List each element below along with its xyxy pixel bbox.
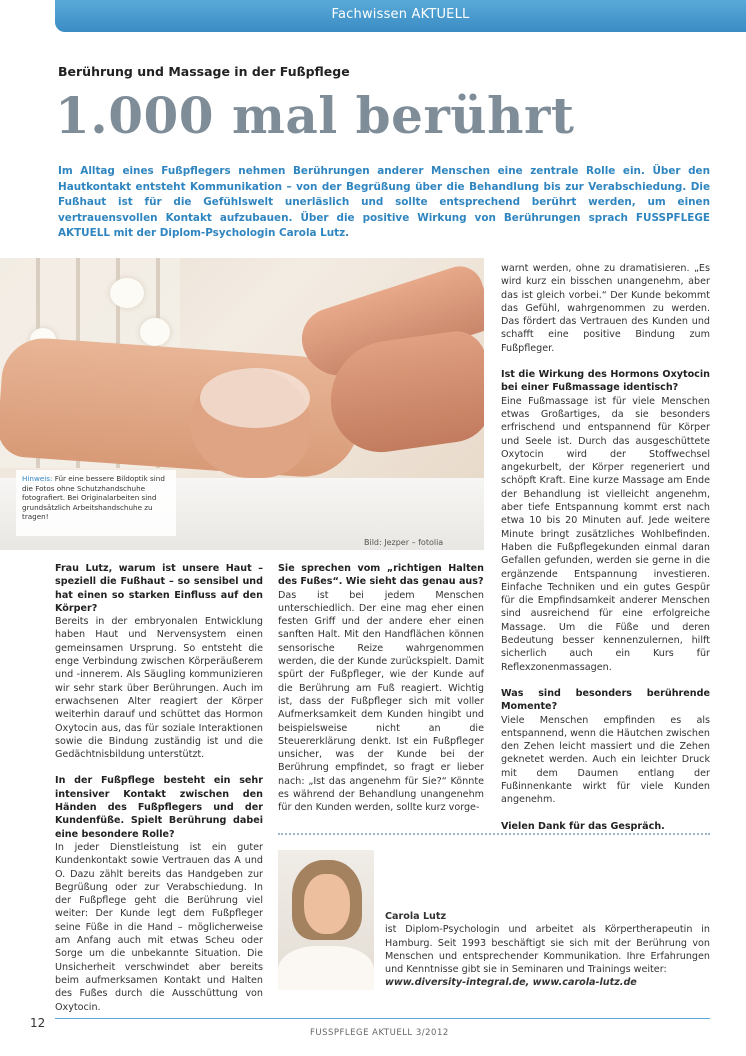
- article-lead: Im Alltag eines Fußpflegers nehmen Berührungen anderer Menschen eine zentrale Rolle ein. Über den Hautkontakt entsteht Kommunikation – von der Begrüßung über die Behandlung bis zur Verabschiedung. Die Fußhaut ist für die Gefühlswelt unerläslich und sollte entsprechend berührt werden, um einen vertrauensvollen Kontakt aufzubauen. Über die positive Wirkung von Berührungen sprach FUSSPFLEGE AKTUELL mit der Diplom-Psychologin Carola Lutz.: [58, 165, 710, 239]
- orchid-flower: [140, 318, 170, 346]
- interview-answer: In jeder Dienstleistung ist ein guter Kundenkontakt sowie Vertrauen das A und O. Dazu zählt bereits das Handgeben zur Begrüßung oder zur Verabschiedung. In der Fußpflege geht die Berührung viel weiter: Der Kunde legt dem Fußpfleger seine Füße in die Hand – möglicherweise am Anfang auch mit etwas Scheu oder Sorge um die unbekannte Situation. Die Unsicherheit verschwindet aber bereits beim aufmerksamen Kontakt und Halten des Fußes durch die Ausschüttung von Oxytocin.: [55, 841, 263, 1013]
- author-name: Carola Lutz: [385, 911, 447, 922]
- author-websites[interactable]: www.diversity-integral.de, www.carola-lutz.de: [385, 977, 637, 989]
- foot-massage-photo: [0, 258, 484, 550]
- column-1: [55, 562, 263, 1014]
- portrait-face: [304, 874, 350, 934]
- article-headline: 1.000 mal berührt: [55, 86, 575, 145]
- column-2: [278, 562, 484, 815]
- column-3: [501, 262, 710, 833]
- interview-answer: Eine Fußmassage ist für viele Menschen etwas Großartiges, da sie besonders erfrischend und entspannend für Körper und Seele ist. Durch das ausgeschüttete Oxytocin wird der Stoffwechsel angekurbelt, der Körper regeneriert und schöpft Kraft. Eine kurze Massage am Ende der Behandlung ist vielleicht angenehm, aber tiefe Entspannung kommt erst nach etwa 10 bis 20 Minuten auf. Jede weitere Minute bringt zusätzliches Wohlbefinden. Haben die Fußpflegekunden einmal daran Gefallen gefunden, werden sie gerne in die ergänzende Entspannung investieren. Einfache Techniken und ein gutes Gespür für die Empfindsamkeit anderer Menschen sind ausreichend für eine erfolgreiche Massage. Um die Füße und deren Bedeutung besser kennenzulernen, hilft sicherlich auch ein Kurs für Reflexzonenmassagen.: [501, 395, 710, 673]
- hint-label: Hinweis:: [22, 474, 53, 483]
- magazine-footer: FUSSPFLEGE AKTUELL 3/2012: [310, 1028, 449, 1038]
- section-banner: [55, 0, 746, 32]
- interview-question: Ist die Wirkung des Hormons Oxytocin bei einer Fußmassage identisch?: [501, 369, 710, 394]
- author-description: ist Diplom-Psychologin und arbeitet als Körpertherapeutin in Hamburg. Seit 1993 beschäftigt sie sich mit der Berührung von Menschen und entsprechender Kommunikation. Ihre Erfahrungen und Kenntnisse gibt sie in Seminaren und Trainings weiter:: [385, 924, 710, 976]
- photo-credit: Bild: Jezper – fotolia: [364, 538, 444, 547]
- cream: [200, 368, 310, 428]
- page-number: 12: [30, 1016, 46, 1030]
- article-kicker: Berührung und Massage in der Fußpflege: [58, 64, 350, 79]
- portrait-shirt: [278, 946, 374, 990]
- interview-question: Sie sprechen vom „richtigen Halten des Fußes“. Wie sieht das genau aus?: [278, 563, 484, 588]
- dotted-divider: [278, 833, 710, 835]
- author-portrait: [278, 850, 374, 990]
- interview-question: Frau Lutz, warum ist unsere Haut – speziell die Fußhaut – so sensibel und hat einen so starken Einfluss auf den Körper?: [55, 563, 263, 614]
- interview-answer: warnt werden, ohne zu dramatisieren. „Es wird kurz ein bisschen unangenehm, aber das ist gleich vorbei.“ Der Kunde bekommt das Gefühl, wahrgenommen zu werden. Das fördert das Vertrauen des Kunden und schafft eine positive Bindung zum Fußpfleger.: [501, 263, 710, 354]
- photo-hint: [16, 470, 176, 536]
- interview-answer: Das ist bei jedem Menschen unterschiedlich. Der eine mag eher einen festen Griff und der andere eher einen sanften Halt. Mit den Handflächen können sensorische Reize wahrgenommen werden, die der Kunde zurückspielt. Damit spürt der Fußpfleger, wie der Kunde auf die Berührung am Fuß reagiert. Wichtig ist, dass der Fußpfleger sich mit voller Aufmerksamkeit dem Kunden hingibt und beispielsweise nicht an die Steuererklärung denkt. Ist ein Fußpfleger unsicher, was der Kunde bei der Berührung empfindet, so fragt er lieber nach: „Ist das angenehm für Sie?“ Könnte es während der Behandlung unangenehm für den Kunden werden, sollte kurz vorge-: [278, 589, 484, 814]
- interview-answer: Viele Menschen empfinden es als entspannend, wenn die Häutchen zwischen den Zehen leicht massiert und die Zehen geknetet werden. Auch ein leichter Druck mit dem Daumen entlang der Fußinnenkante wirkt für viele Kunden angenehm.: [501, 714, 710, 806]
- closing-thanks: Vielen Dank für das Gespräch.: [501, 820, 665, 832]
- hint-text: Für eine bessere Bildoptik sind die Fotos ohne Schutzhandschuhe fotografiert. Bei Originalarbeiten sind grundsätzlich Arbeitshandschuhe zu tragen!: [22, 474, 165, 522]
- interview-question: In der Fußpflege besteht ein sehr intensiver Kontakt zwischen den Händen des Fußpflegers und der Kundenfüße. Spielt Berührung dabei eine besondere Rolle?: [55, 775, 263, 840]
- footer-rule: [55, 1018, 710, 1019]
- orchid-flower: [110, 278, 144, 308]
- author-bio: [385, 910, 710, 990]
- section-title: Fachwissen AKTUELL: [331, 7, 470, 22]
- interview-question: Was sind besonders berührende Momente?: [501, 687, 710, 713]
- interview-answer: Bereits in der embryonalen Entwicklung haben Haut und Nervensystem einen gemeinsamen Ursprung. So entsteht die enge Verbindung zwischen Körperäußerem und -innerem. Als Säugling kommunizieren wir sehr stark über Berührungen. Auch im erwachsenen Alter reagiert der Körper weiterhin darauf und schüttet das Hormon Oxytocin aus, das für soziale Interaktionen sowie die Bindung zuständig ist und die Gedächtnisbildung unterstützt.: [55, 616, 263, 761]
